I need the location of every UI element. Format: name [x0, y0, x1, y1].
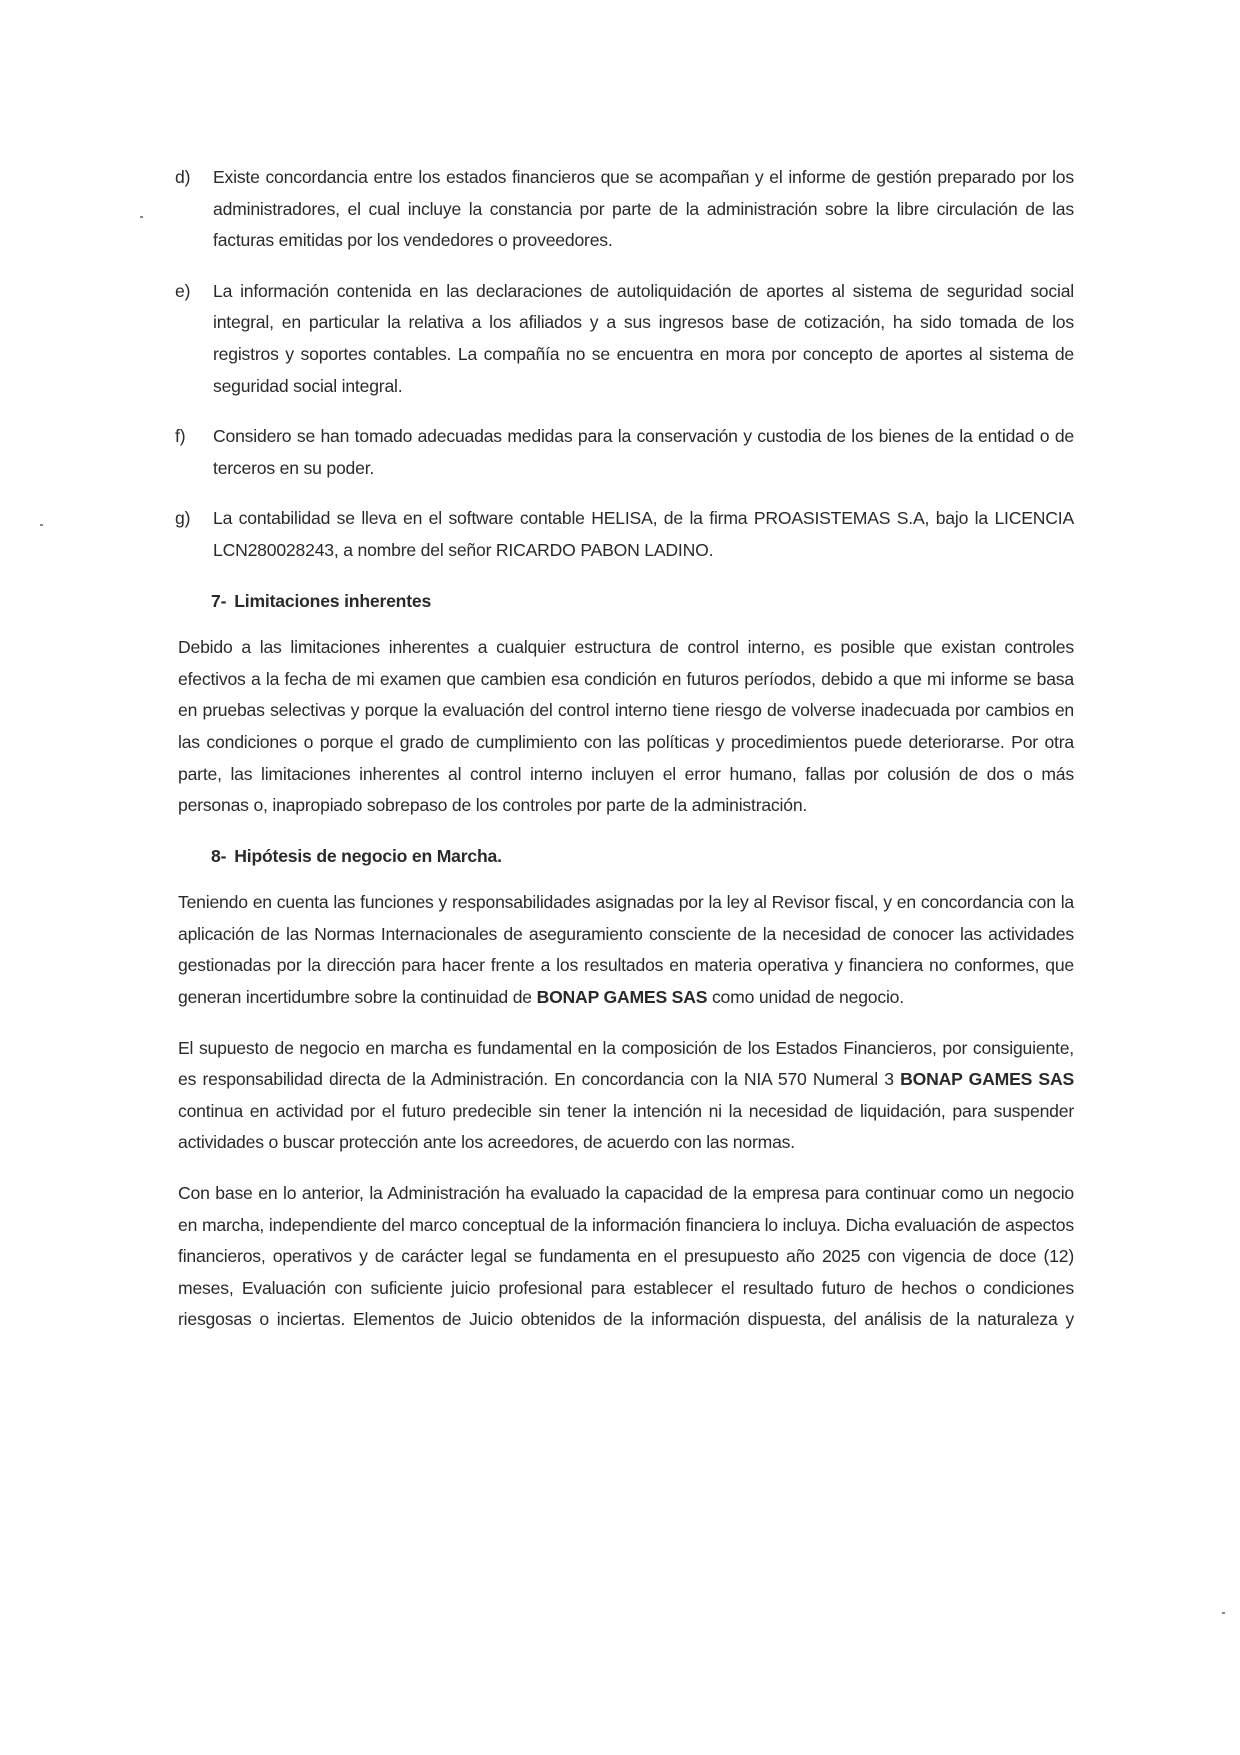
list-text: Existe concordancia entre los estados financieros que se acompañan y el informe de gestión preparado por los administradores, el cual incluye la constancia por parte de la administración sobre la libre circulación de las facturas emitidas por los vendedores o proveedores. — [213, 167, 1074, 251]
section-7-heading — [178, 586, 1074, 618]
company-name: BONAP GAMES SAS — [900, 1069, 1074, 1090]
section-8-paragraph-2 — [178, 1033, 1074, 1159]
scan-speck — [140, 216, 143, 218]
list-label: f) — [175, 426, 186, 447]
section-8-paragraph-1 — [178, 887, 1074, 1013]
section-8-heading — [178, 841, 1074, 873]
list-item-g — [175, 503, 1074, 566]
list-label: e) — [175, 280, 191, 301]
company-name: BONAP GAMES SAS — [536, 987, 708, 1008]
list-text: La información contenida en las declaraciones de autoliquidación de aportes al sistema de seguridad social integral, en particular la relativa a los afiliados y a sus ingresos base de cotización, ha sido tomada de los registros y soportes contables. La compañía no se encuentra en mora por concepto de aportes al sistema de seguridad social integral. — [213, 280, 1074, 396]
list-text: La contabilidad se lleva en el software contable HELISA, de la firma PROASISTEMAS S.A, bajo la LICENCIA LCN280028243, a nombre del señor RICARDO PABON LADINO. — [213, 508, 1074, 560]
paragraph-text: El supuesto de negocio en marcha es fundamental en la composición de los Estados Financieros, por consiguiente, es responsabilidad directa de la Administración. En concordancia con la NIA 570 Numeral 3 — [178, 1037, 1074, 1090]
list-item-f — [175, 421, 1074, 484]
scan-speck — [1222, 1612, 1225, 1614]
paragraph-text: como unidad de negocio. — [707, 987, 904, 1008]
section-8-paragraph-3: Con base en lo anterior, la Administración ha evaluado la capacidad de la empresa para continuar como un negocio en marcha, independiente del marco conceptual de la información financiera lo incluya. Dicha evaluación de aspectos financieros, operativos y de carácter legal se fundamenta en el presupuesto año 2025 con vigencia de doce (12) meses, Evaluación con suficiente juicio profesional para establecer el resultado futuro de hechos o condiciones riesgosas o inciertas. Elementos de Juicio obtenidos de la información dispuesta, del análisis de la naturaleza y — [178, 1183, 1074, 1330]
scan-speck — [40, 524, 43, 526]
section-number: 8- — [211, 845, 227, 866]
list-item-d — [175, 162, 1074, 257]
section-number: 7- — [211, 590, 227, 611]
section-7-paragraph: Debido a las limitaciones inherentes a cualquier estructura de control interno, es posible que existan controles efectivos a la fecha de mi examen que cambien esa condición en futuros períodos, debido a que mi informe se basa en pruebas selectivas y porque la evaluación del control interno tiene riesgo de volverse inadecuada por cambios en las condiciones o porque el grado de cumplimiento con las políticas y procedimientos puede deteriorarse. Por otra parte, las limitaciones inherentes al control interno incluyen el error humano, fallas por colusión de dos o más personas o, inapropiado sobrepaso de los controles por parte de la administración. — [178, 637, 1074, 816]
section-title: Hipótesis de negocio en Marcha. — [234, 845, 502, 866]
list-text: Considero se han tomado adecuadas medidas para la conservación y custodia de los bienes de la entidad o de terceros en su poder. — [213, 426, 1074, 478]
list-label: g) — [175, 508, 191, 529]
paragraph-text: Teniendo en cuenta las funciones y responsabilidades asignadas por la ley al Revisor fiscal, y en concordancia con la aplicación de las Normas Internacionales de aseguramiento consciente de la necesidad de conocer las actividades gestionadas por la dirección para hacer frente a los resultados en materia operativa y financiera no conformes, que generan incertidumbre sobre la continuidad de — [178, 892, 1074, 1008]
list-item-e — [175, 276, 1074, 402]
document-page — [175, 162, 1074, 1355]
section-title: Limitaciones inherentes — [234, 590, 432, 611]
list-label: d) — [175, 167, 191, 187]
paragraph-text: continua en actividad por el futuro predecible sin tener la intención ni la necesidad de liquidación, para suspender actividades o buscar protección ante los acreedores, de acuerdo con las normas. — [178, 1100, 1074, 1153]
